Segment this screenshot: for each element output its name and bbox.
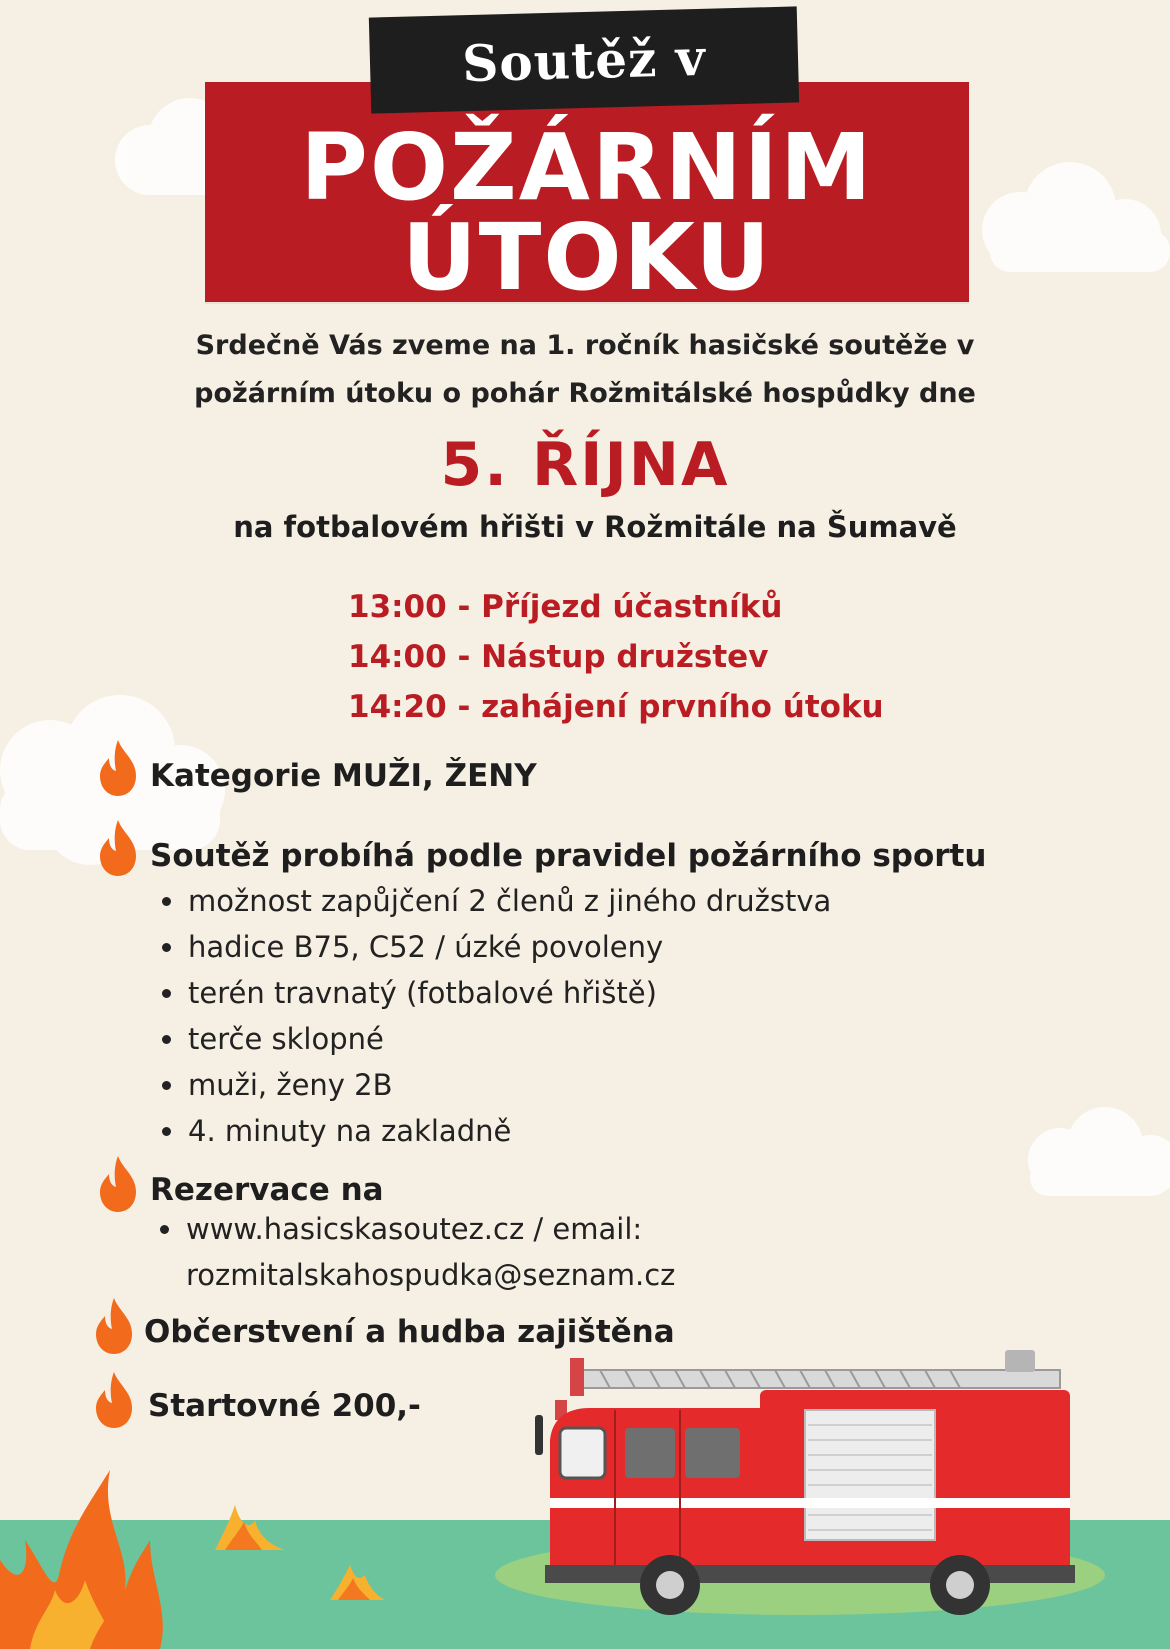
- flame-icon: [92, 1370, 136, 1430]
- reservation-email: rozmitalskahospudka@seznam.cz: [186, 1258, 676, 1292]
- intro-line-2: požárním útoku o pohár Rožmitálské hospůdky dne: [194, 378, 976, 409]
- refreshments-heading: Občerstvení a hudba zajištěna: [144, 1314, 675, 1350]
- rules-list: [160, 878, 831, 1154]
- list-item: 4. minuty na zakladně: [160, 1108, 831, 1154]
- rules-heading: Soutěž probíhá podle pravidel požárního sportu: [150, 838, 987, 874]
- schedule-item: 13:00 - Příjezd účastníků: [348, 589, 783, 625]
- cloud-top-right: [960, 150, 1170, 290]
- list-item: možnost zapůjčení 2 členů z jiného družstva: [160, 878, 831, 924]
- flame-icon: [96, 738, 140, 798]
- title-banner: [205, 82, 969, 311]
- category-heading: Kategorie MUŽI, ŽENY: [150, 758, 537, 794]
- schedule-item: 14:00 - Nástup družstev: [348, 639, 769, 675]
- title-line-1: POŽÁRNÍM: [300, 114, 874, 221]
- list-item: muži, ženy 2B: [160, 1062, 831, 1108]
- subtitle-text: Soutěž v: [461, 27, 707, 93]
- fee-heading: Startovné 200,-: [148, 1388, 421, 1424]
- list-item: terče sklopné: [160, 1016, 831, 1062]
- subtitle-banner: [369, 6, 799, 113]
- schedule: [348, 582, 884, 732]
- intro-text: [100, 322, 1070, 418]
- reservation-web: www.hasicskasoutez.cz / email:: [158, 1206, 642, 1252]
- reservation-heading: Rezervace na: [150, 1172, 384, 1208]
- list-item: hadice B75, C52 / úzké povoleny: [160, 924, 831, 970]
- flame-icon: [92, 1296, 136, 1356]
- cloud-lower-right: [1010, 1100, 1170, 1210]
- reservation-list: [158, 1206, 642, 1252]
- list-item: terén travnatý (fotbalové hřiště): [160, 970, 831, 1016]
- fire-illustration: [0, 1450, 420, 1649]
- schedule-item: 14:20 - zahájení prvního útoku: [348, 689, 884, 725]
- flame-icon: [96, 818, 140, 878]
- intro-line-1: Srdečně Vás zveme na 1. ročník hasičské soutěže v: [195, 330, 975, 361]
- title-line-2: ÚTOKU: [401, 204, 773, 311]
- flame-icon: [96, 1154, 140, 1214]
- event-venue: na fotbalovém hřišti v Rožmitále na Šumavě: [233, 510, 957, 544]
- fire-truck-illustration: [530, 1340, 1090, 1620]
- event-date: 5. ŘÍJNA: [440, 430, 730, 500]
